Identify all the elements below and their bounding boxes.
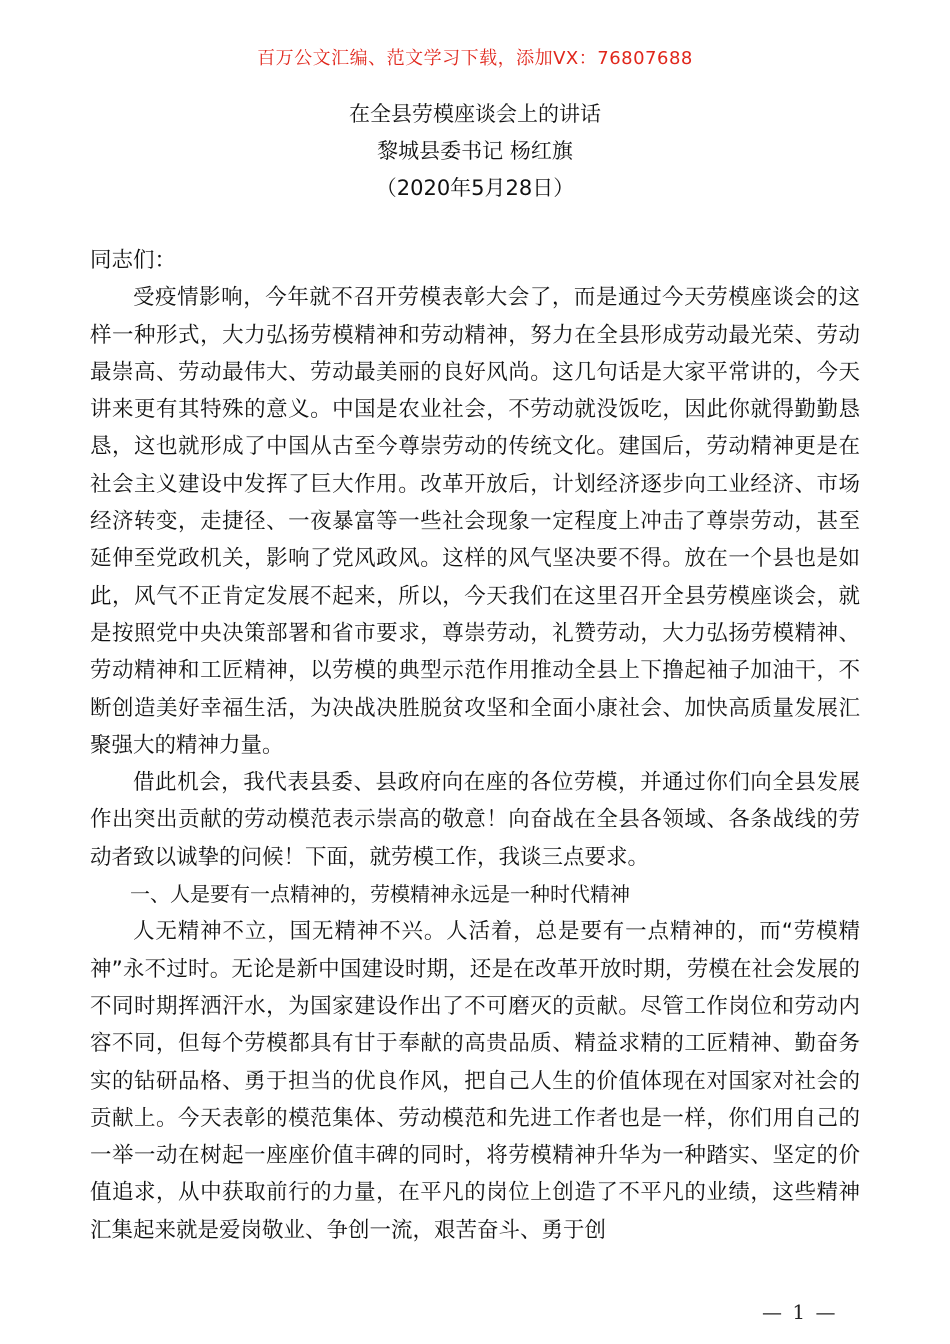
- paragraph-1: 受疫情影响，今年就不召开劳模表彰大会了，而是通过今天劳模座谈会的这样一种形式，大力弘扬劳模精神和劳动精神，努力在全县形成劳动最光荣、劳动最崇高、劳动最伟大、劳动最美丽的良好风尚。这几句话是大家平常讲的，今天讲来更有其特殊的意义。中国是农业社会，不劳动就没饭吃，因此你就得勤勤恳恳，这也就形成了中国从古至今尊崇劳动的传统文化。建国后，劳动精神更是在社会主义建设中发挥了巨大作用。改革开放后，计划经济逐步向工业经济、市场经济转变，走捷径、一夜暴富等一些社会现象一定程度上冲击了尊崇劳动，甚至延伸至党政机关，影响了党风政风。这样的风气坚决要不得。放在一个县也是如此，风气不正肯定发展不起来，所以，今天我们在这里召开全县劳模座谈会，就是按照党中央决策部署和省市要求，尊崇劳动，礼赞劳动，大力弘扬劳模精神、劳动精神和工匠精神，以劳模的典型示范作用推动全县上下撸起袖子加油干，不断创造美好幸福生活，为决战决胜脱贫攻坚和全面小康社会、加快高质量发展汇聚强大的精神力量。: [90, 285, 860, 758]
- section-1-paragraph: 人无精神不立，国无精神不兴。人活着，总是要有一点精神的，而“劳模精神”永不过时。无论是新中国建设时期，还是在改革开放时期，劳模在社会发展的不同时期挥洒汗水，为国家建设作出了不可磨灭的贡献。尽管工作岗位和劳动内容不同，但每个劳模都具有甘于奉献的高贵品质、精益求精的工匠精神、勤奋务实的钻研品格、勇于担当的优良作风，把自己人生的价值体现在对国家对社会的贡献上。今天表彰的模范集体、劳动模范和先进工作者也是一样，你们用自己的一举一动在树起一座座价值丰碑的同时，将劳模精神升华为一种踏实、坚定的价值追求，从中获取前行的力量，在平凡的岗位上创造了不平凡的业绩，这些精神汇集起来就是爱岗敬业、争创一流，艰苦奋斗、勇于创: [90, 919, 860, 1243]
- document-body: [90, 242, 860, 1249]
- page-number: — 1 —: [762, 1300, 838, 1324]
- document-author: 黎城县委书记 杨红旗: [377, 139, 573, 163]
- salutation: 同志们：: [90, 248, 177, 273]
- document-date: （2020年5月28日）: [375, 176, 575, 200]
- document-title: 在全县劳模座谈会上的讲话: [349, 102, 601, 126]
- watermark-text: 百万公文汇编、范文学习下载，添加VX：76807688: [257, 48, 693, 69]
- paragraph-2: 借此机会，我代表县委、县政府向在座的各位劳模，并通过你们向全县发展作出突出贡献的劳动模范表示崇高的敬意！向奋战在全县各领域、各条战线的劳动者致以诚挚的问候！下面，就劳模工作，我谈三点要求。: [90, 770, 860, 870]
- section-1-heading: 一、人是要有一点精神的，劳模精神永远是一种时代精神: [130, 882, 630, 907]
